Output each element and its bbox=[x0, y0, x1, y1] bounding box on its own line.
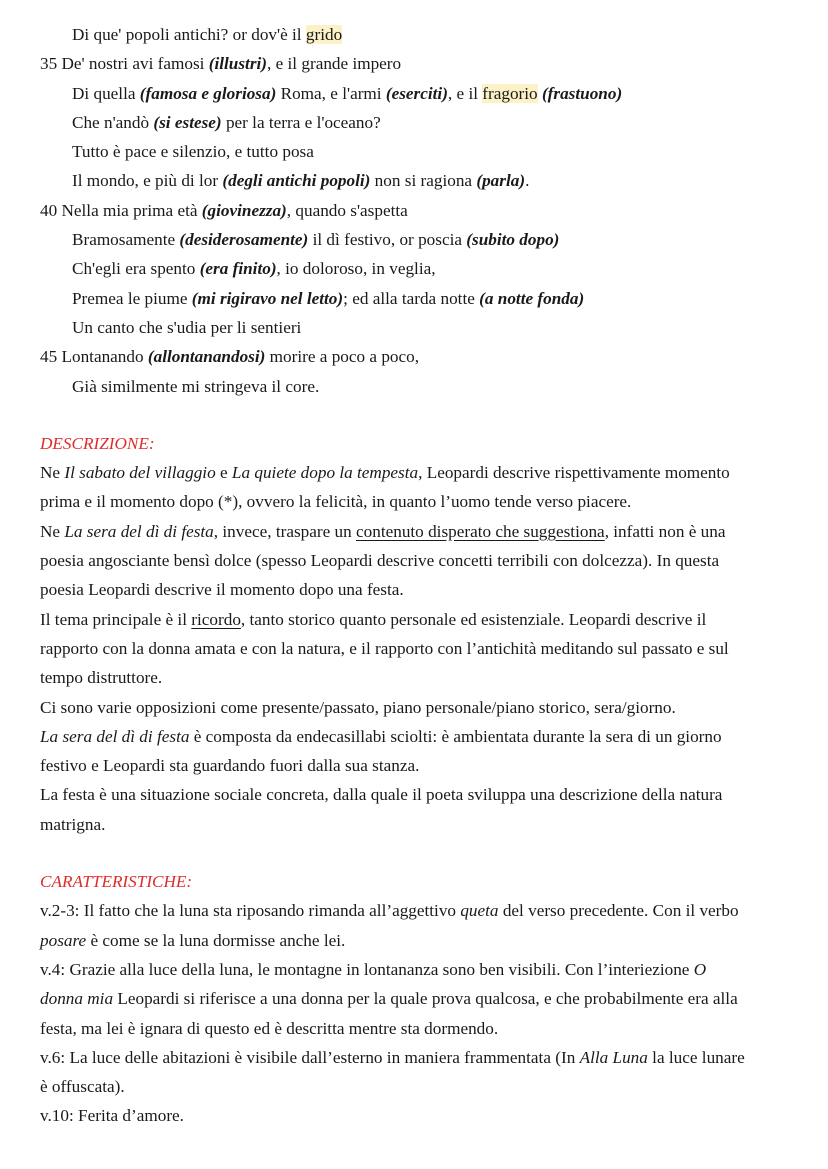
italic-text: La sera del dì di festa bbox=[64, 521, 214, 541]
text-run: per la terra e l'oceano? bbox=[221, 112, 381, 132]
paragraph-line bbox=[40, 546, 800, 575]
text-run: ; ed alla tarda notte bbox=[343, 288, 480, 308]
poem-line bbox=[40, 284, 800, 313]
text-run: morire a poco a poco, bbox=[265, 347, 420, 367]
paragraph-line bbox=[40, 517, 800, 546]
text-run: , invece, traspare un bbox=[213, 521, 356, 541]
spacer bbox=[40, 839, 800, 867]
text-run: Leopardi si riferisce a una donna per la quale prova qualcosa, e che probabilmente era alla bbox=[113, 989, 738, 1009]
text-run: Bramosamente bbox=[72, 230, 180, 250]
poem-line bbox=[40, 20, 800, 49]
text-run: è composta da endecasillabi sciolti: è ambientata durante la sera di un giorno bbox=[189, 726, 722, 746]
paragraph-line bbox=[40, 810, 800, 839]
paragraph-line bbox=[40, 458, 800, 487]
underlined-text: ricordo bbox=[191, 609, 241, 629]
gloss-text: (famosa e gloriosa) bbox=[139, 83, 277, 103]
poem-line bbox=[40, 225, 800, 254]
paragraph-line bbox=[40, 1014, 800, 1043]
text-run: Roma, e l'armi bbox=[276, 83, 386, 103]
text-run: , e il bbox=[447, 83, 483, 103]
text-run: Il mondo, e più di lor bbox=[72, 171, 223, 191]
paragraph-line bbox=[40, 955, 800, 984]
gloss-text: (era finito) bbox=[199, 259, 277, 279]
text-run: Un canto che s'udia per li sentieri bbox=[72, 317, 302, 337]
paragraph-line bbox=[40, 1072, 800, 1101]
text-run: è come se la luna dormisse anche lei. bbox=[86, 930, 346, 950]
gloss-text: (illustri) bbox=[208, 54, 268, 74]
text-run: del verso precedente. Con il verbo bbox=[498, 901, 739, 921]
text-run: v.2-3: Il fatto che la luna sta riposando rimanda all’aggettivo bbox=[40, 901, 461, 921]
text-run: prima e il momento dopo (*), ovvero la felicità, in quanto l’uomo tende verso piacere. bbox=[40, 492, 632, 512]
italic-text: donna mia bbox=[40, 989, 114, 1009]
italic-text: La sera del dì di festa bbox=[40, 726, 190, 746]
text-run: v.10: Ferita d’amore. bbox=[40, 1106, 184, 1126]
poem-line bbox=[40, 49, 800, 78]
italic-text: La quiete dopo la tempesta bbox=[231, 463, 419, 483]
poem-section bbox=[40, 20, 800, 401]
text-run: Ne bbox=[40, 521, 65, 541]
gloss-text: (frastuono) bbox=[541, 83, 623, 103]
gloss-text: (a notte fonda) bbox=[479, 288, 585, 308]
text-run: rapporto con la donna amata e con la natura, e il rapporto con l’antichità meditando sul passato e sul bbox=[40, 638, 729, 658]
paragraph-line bbox=[40, 605, 800, 634]
text-run: , quando s'aspetta bbox=[286, 200, 408, 220]
italic-text: queta bbox=[460, 901, 499, 921]
paragraph-line bbox=[40, 1101, 800, 1130]
text-run: matrigna. bbox=[40, 814, 106, 834]
underlined-text: contenuto disperato che suggestiona bbox=[356, 521, 605, 541]
section-heading-descrizione: DESCRIZIONE: bbox=[40, 433, 155, 453]
text-run: Ci sono varie opposizioni come presente/passato, piano personale/piano storico, sera/giorno. bbox=[40, 697, 676, 717]
document-page bbox=[40, 20, 800, 1131]
gloss-text: (allontanandosi) bbox=[147, 347, 266, 367]
text-run: Ne bbox=[40, 463, 65, 483]
text-run: Che n'andò bbox=[72, 112, 154, 132]
paragraph-line bbox=[40, 663, 800, 692]
highlighted-text: grido bbox=[305, 25, 343, 44]
text-run: Ch'egli era spento bbox=[72, 259, 200, 279]
text-run: , infatti non è una bbox=[604, 521, 726, 541]
text-run: festa, ma lei è ignara di questo ed è descritta mentre sta dormendo. bbox=[40, 1018, 499, 1038]
text-run: v.4: Grazie alla luce della luna, le montagne in lontananza sono ben visibili. Con l’interiezione bbox=[40, 959, 694, 979]
poem-line bbox=[40, 79, 800, 108]
italic-text: Il sabato del villaggio bbox=[64, 463, 216, 483]
paragraph-line bbox=[40, 896, 800, 925]
poem-line bbox=[40, 196, 800, 225]
poem-line bbox=[40, 342, 800, 371]
text-run: la luce lunare bbox=[647, 1047, 745, 1067]
paragraph-line bbox=[40, 722, 800, 751]
text-run: 40 Nella mia prima età bbox=[40, 200, 202, 220]
gloss-text: (mi rigiravo nel letto) bbox=[191, 288, 344, 308]
text-run: 45 Lontanando bbox=[40, 347, 148, 367]
text-run: è offuscata). bbox=[40, 1077, 125, 1097]
text-run: non si ragiona bbox=[370, 171, 477, 191]
text-run: il dì festivo, or poscia bbox=[308, 230, 467, 250]
text-run: poesia Leopardi descrive il momento dopo una festa. bbox=[40, 580, 404, 600]
text-run: festivo e Leopardi sta guardando fuori dalla sua stanza. bbox=[40, 756, 420, 776]
paragraph-line bbox=[40, 751, 800, 780]
paragraph-line bbox=[40, 693, 800, 722]
text-run: Il tema principale è il bbox=[40, 609, 192, 629]
gloss-text: (degli antichi popoli) bbox=[222, 171, 371, 191]
text-run: , io doloroso, in veglia, bbox=[276, 259, 436, 279]
text-run: v.6: La luce delle abitazioni è visibile dall’esterno in maniera frammentata (In bbox=[40, 1047, 580, 1067]
text-run: , Leopardi descrive rispettivamente momento bbox=[418, 463, 730, 483]
text-run: , tanto storico quanto personale ed esistenziale. Leopardi descrive il bbox=[240, 609, 707, 629]
poem-line bbox=[40, 372, 800, 401]
poem-line bbox=[40, 254, 800, 283]
poem-line bbox=[40, 137, 800, 166]
paragraph-line bbox=[40, 1043, 800, 1072]
gloss-text: (eserciti) bbox=[385, 83, 448, 103]
paragraph-line bbox=[40, 984, 800, 1013]
text-run: 35 De' nostri avi famosi bbox=[40, 54, 209, 74]
gloss-text: (desiderosamente) bbox=[179, 230, 309, 250]
gloss-text: (parla) bbox=[476, 171, 526, 191]
gloss-text: (si estese) bbox=[153, 112, 222, 132]
paragraph-line bbox=[40, 634, 800, 663]
text-run: tempo distruttore. bbox=[40, 668, 163, 688]
text-run: . bbox=[525, 171, 530, 191]
paragraph-line bbox=[40, 575, 800, 604]
descrizione-section bbox=[40, 458, 800, 839]
italic-text: Alla Luna bbox=[579, 1047, 648, 1067]
paragraph-line bbox=[40, 487, 800, 516]
text-run: e bbox=[215, 463, 232, 483]
poem-line bbox=[40, 108, 800, 137]
gloss-text: (giovinezza) bbox=[201, 200, 287, 220]
italic-text: posare bbox=[40, 930, 87, 950]
text-run: Già similmente mi stringeva il core. bbox=[72, 376, 320, 396]
poem-line bbox=[40, 313, 800, 342]
gloss-text: (subito dopo) bbox=[466, 230, 560, 250]
poem-line bbox=[40, 166, 800, 195]
text-run: , e il grande impero bbox=[267, 54, 402, 74]
text-run: Di quella bbox=[72, 83, 140, 103]
highlighted-text: fragorio bbox=[482, 83, 538, 103]
paragraph-line bbox=[40, 780, 800, 809]
text-run: Premea le piume bbox=[72, 288, 192, 308]
paragraph-line bbox=[40, 926, 800, 955]
text-run: Di que' popoli antichi? or dov'è il bbox=[72, 25, 306, 44]
italic-text: O bbox=[693, 959, 707, 979]
spacer bbox=[40, 401, 800, 429]
text-run: La festa è una situazione sociale concreta, dalla quale il poeta sviluppa una descrizione della natura bbox=[40, 785, 723, 805]
text-run: Tutto è pace e silenzio, e tutto posa bbox=[72, 142, 314, 162]
section-heading-caratteristiche: CARATTERISTICHE: bbox=[40, 872, 193, 892]
caratteristiche-section bbox=[40, 896, 800, 1130]
text-run: poesia angosciante bensì dolce (spesso Leopardi descrive concetti terribili con dolcezza). In questa bbox=[40, 551, 720, 571]
